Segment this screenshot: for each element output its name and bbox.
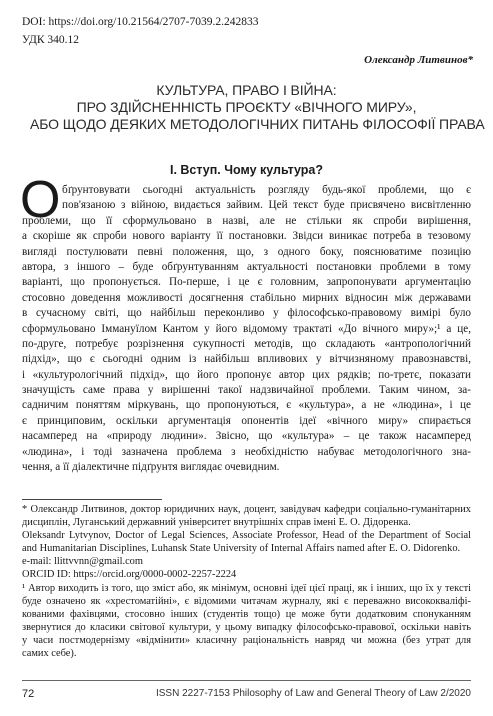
footnote-orcid[interactable]: ORCID ID: https://orcid.org/0000-0002-2257-2224 [22,569,237,581]
footer-divider [22,680,471,681]
body-line: насамперед на «природу людини». Звісно, що «культура» – це також насамперед [22,430,471,443]
body-line: автора, з іншого – буде обґрунтуванням актуальності постановки проблеми в тому [22,260,471,273]
body-line: стосовно доведення можливості досягнення стабільно мирних відносин між державами [22,291,471,304]
body-line: варіанті, що пропонується. По-перше, і це є головним, запропонувати аргументацію [22,276,471,289]
section-heading: I. Вступ. Чому культура? [169,163,324,177]
body-line: пов'язаною з війною, видається зайвим. Цей текст буде присвячено висвітленню [62,199,471,212]
body-line: «людина», і тоді зазначена проблема з необхідністю набуває методологічного зна- [22,445,471,458]
body-line: чення, а її діалектичне підґрунтя виглядає очевидним. [22,461,280,474]
footnote-line: буде означено як «хрестоматійні», є відомими читачам журналу, які є переважно висококваліфі- [22,595,471,607]
footnote-line: самих себе). [22,648,77,660]
journal-info: ISSN 2227-7153 Philosophy of Law and General Theory of Law 2/2020 [155,688,471,699]
body-line: значущість саме права у вирішенні такої надзвичайної проблеми. Таким чином, за- [22,384,471,397]
body-text [20,171,471,475]
body-line: є принциповим, оскільки аргументація опонентів ідеї «вічного миру» спирається [22,414,471,427]
footnote-email[interactable]: e-mail: llittvvnn@gmail.com [22,556,143,568]
body-line: і «культурологічний підхід», що його пропонує автор цих рядків; по-третє, показати [22,368,471,381]
footnote-line: кованими фахівцями, стосовно інших (студентів тощо) це може бути додатковим спонуканням [22,608,471,620]
footnote-line: ¹ Автор виходить із того, що зміст або, як мінімум, основні ідеї цієї праці, як і інших, що їх у тексті [22,582,471,594]
footnote-line: у часи постмодернізму «відмінити» класичну раціональність навряд чи можна (без утрат для [22,634,471,646]
footnote-divider [22,499,162,500]
drop-cap: О [20,171,61,229]
article-title [30,82,485,133]
body-line: проблеми, що її сформульовано в назві, але не стільки як спроби вирішення, [22,214,471,227]
title-line-3: АБО ЩОДО ДЕЯКИХ МЕТОДОЛОГІЧНИХ ПИТАНЬ ФІЛОСОФІЇ ПРАВА [30,116,485,132]
doi-line[interactable]: DOI: https://doi.org/10.21564/2707-7039.2.242833 [22,16,259,28]
body-line: в сучасному світі, що найбільш переконливо у філософсько-правовому вимірі було [22,307,471,320]
footnote-line: * Олександр Литвинов, доктор юридичних наук, доцент, завідувач кафедри соціально-гуманітарних [22,504,471,515]
body-line: бґрунтовувати сьогодні актуальність розгляду будь-якої проблеми, що є [62,184,471,196]
footnote-line: and Humanitarian Disciplines, Luhansk State University of Internal Affairs named after E. O. Didorenko. [22,543,461,555]
page-number: 72 [22,688,35,700]
udk-code: УДК 340.12 [22,34,79,46]
title-line-1: КУЛЬТУРА, ПРАВО І ВІЙНА: [156,82,337,98]
title-line-2: ПРО ЗДІЙСНЕННІСТЬ ПРОЄКТУ «ВІЧНОГО МИРУ», [76,99,417,115]
footnote-line: дисциплін, Луганський державний університет внутрішніх справ імені Е. О. Дідоренка. [22,517,411,529]
footnote-line: звернутися до класики світової культури, у цьому випадку філософсько-правової, оскільки навіть [22,621,471,633]
body-line: сформульовано Іммануїлом Кантом у його відомому трактаті «До вічного миру»;¹ а це, [22,322,471,335]
body-line: підхід», що є сьогодні одним із найбільш впливових у вітчизняному правознавстві, [22,353,471,366]
body-line: по-друге, потребує розрізнення сукупності методів, що складають «антропологічний [22,337,471,350]
body-line: садничим поняттям міркувань, що пропонуються, є «культура», а не «людина», і це [22,399,471,412]
body-line: а скоріше як спроби нового варіанту її постановки. Звідси виникає потреба в тезовому [22,230,471,243]
author-name: Олександр Литвинов* [364,54,473,66]
footnotes [22,503,471,660]
footnote-line: Oleksandr Lytvynov, Doctor of Legal Sciences, Associate Professor, Head of the Department of Social [22,530,471,542]
body-line: вигляді постулювати певні положення, що, з одного боку, пояснюватиме позицію [22,245,471,258]
